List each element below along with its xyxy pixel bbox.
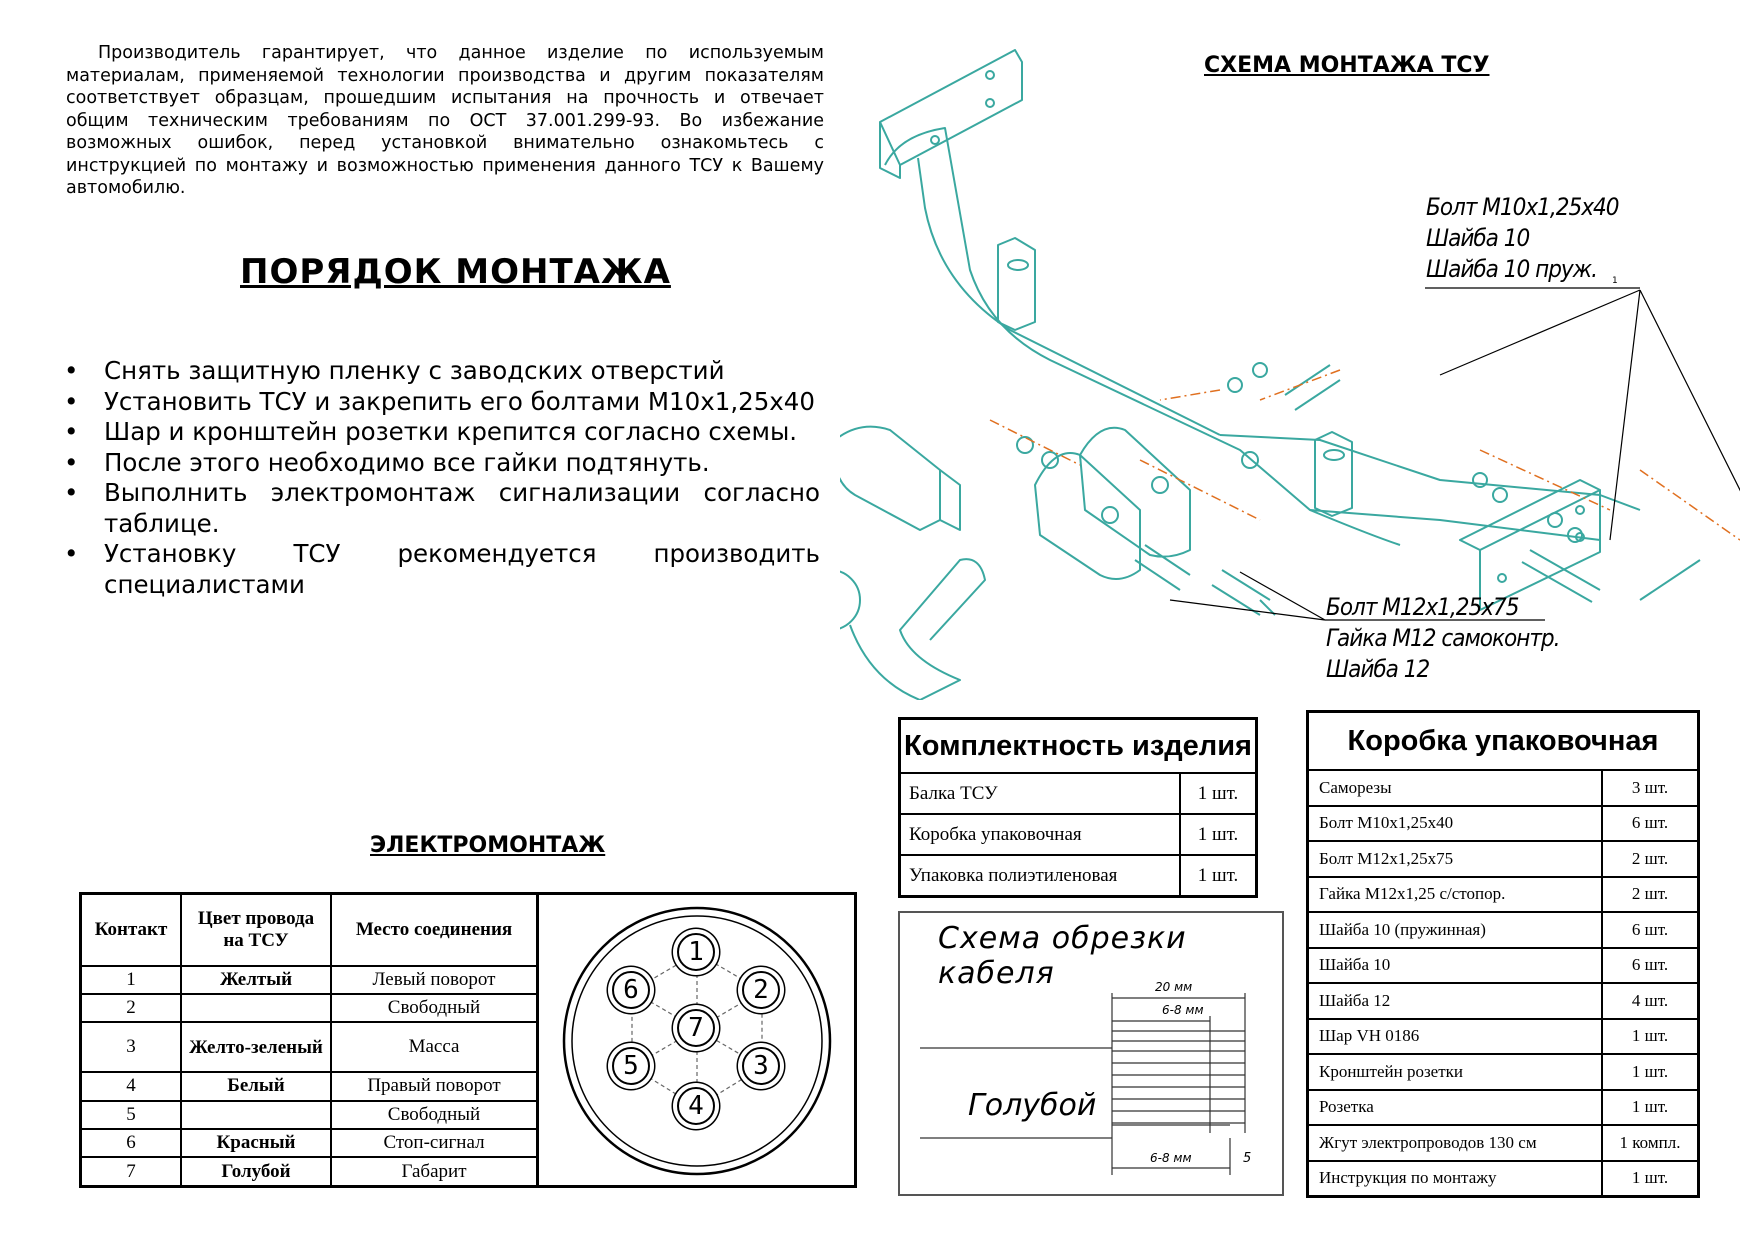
kit-table xyxy=(898,717,1258,898)
table-row: Розетка 1 шт. xyxy=(1308,1090,1699,1126)
callout-number: 1 xyxy=(1612,276,1618,286)
table-row: Шар VH 0186 1 шт. xyxy=(1308,1019,1699,1055)
table-row: Болт М10х1,25х40 6 шт. xyxy=(1308,806,1699,842)
table-row: Шайба 10 6 шт. xyxy=(1308,948,1699,984)
box-table-title: Коробка упаковочная xyxy=(1308,712,1699,771)
pin-7: 7 xyxy=(677,1009,715,1047)
table-row: Саморезы 3 шт. xyxy=(1308,770,1699,806)
pin-4: 4 xyxy=(677,1087,715,1125)
list-item: • Установить ТСУ и закрепить его болтами М10х1,25х40 xyxy=(64,386,815,416)
list-item: • Выполнить электромонтаж сигнализации согласно таблице. xyxy=(64,478,820,538)
header-wire-color: Цвет провода на ТСУ xyxy=(181,894,331,966)
electro-title: ЭЛЕКТРОМОНТАЖ xyxy=(370,833,606,858)
cable-scheme-title: Схема обрезки кабеля xyxy=(938,921,1187,991)
table-row: Коробка упаковочная 1 шт. xyxy=(900,814,1257,855)
schema-title: СХЕМА МОНТАЖА ТСУ xyxy=(1204,53,1490,78)
table-row: 6 Красный Стоп-сигнал xyxy=(81,1129,538,1157)
socket-bracket xyxy=(840,427,940,530)
kit-table-title: Комплектность изделия xyxy=(900,719,1257,774)
bolt-m12-callout: Болт М12х1,25х75 Гайка М12 самоконтр. Шайба 12 xyxy=(1326,593,1560,683)
washers xyxy=(1017,363,1582,542)
table-row: Балка ТСУ 1 шт. xyxy=(900,773,1257,814)
table-row: Шайба 10 (пружинная) 6 шт. xyxy=(1308,912,1699,948)
intro-paragraph: Производитель гарантирует, что данное изделие по используемым материалам, применяемой технологии производства и другим показателям соответствует образцам, прошедшим испытания на прочность и отвечает общим техническим требованиям по ОСТ 37.001.299-93. Во избежание возможных ошибок, перед установкой внимательно ознакомьтесь с инструкцией по монтажу и возможностью применения данного ТСУ к Вашему автомобилю. xyxy=(66,43,824,198)
pin-2: 2 xyxy=(742,971,780,1009)
dimension-5mm: 5 xyxy=(1243,1151,1252,1166)
mount-order-title: ПОРЯДОК МОНТАЖА xyxy=(240,252,671,292)
table-row: Болт М12х1,25х75 2 шт. xyxy=(1308,841,1699,877)
table-row: 1 Желтый Левый поворот xyxy=(81,966,538,994)
table-row: Инструкция по монтажу 1 шт. xyxy=(1308,1161,1699,1197)
bullet-icon: • xyxy=(64,386,79,416)
header-connection-place: Место соединения xyxy=(331,894,538,966)
bullet-icon: • xyxy=(64,417,79,446)
table-row: Гайка М12х1,25 с/стопор. 2 шт. xyxy=(1308,877,1699,913)
box-contents-table xyxy=(1306,710,1700,1198)
table-row: 7 Голубой Габарит xyxy=(81,1157,538,1186)
crossbar-tube xyxy=(885,128,1400,545)
bolts xyxy=(1135,365,1700,615)
pin-6: 6 xyxy=(612,971,650,1009)
bullet-icon: • xyxy=(64,478,79,507)
list-item: • После этого необходимо все гайки подтянуть. xyxy=(64,447,710,477)
list-item: • Снять защитную пленку с заводских отверстий xyxy=(64,356,725,385)
table-row: Кронштейн розетки 1 шт. xyxy=(1308,1054,1699,1090)
bolt-m10-callout: Болт М10х1,25х40 Шайба 10 Шайба 10 пруж. xyxy=(1426,193,1619,283)
list-item: • Шар и кронштейн розетки крепится согласно схемы. xyxy=(64,417,798,446)
dimension-6-8mm-top: 6-8 мм xyxy=(1162,1003,1204,1017)
pin-1: 1 xyxy=(677,933,715,971)
table-row: Шайба 12 4 шт. xyxy=(1308,983,1699,1019)
towbar-mounting-drawing xyxy=(840,40,1740,700)
table-row: 4 Белый Правый поворот xyxy=(81,1072,538,1100)
table-row: Упаковка полиэтиленовая 1 шт. xyxy=(900,855,1257,897)
header-contact: Контакт xyxy=(81,894,182,966)
table-row: 2 Свободный xyxy=(81,994,538,1022)
table-row: 3 Желто-зеленый Масса xyxy=(81,1022,538,1072)
dimension-20mm: 20 мм xyxy=(1155,980,1193,994)
table-row: 5 Свободный xyxy=(81,1101,538,1129)
table-row: Жгут электропроводов 130 см 1 компл. xyxy=(1308,1125,1699,1161)
bullet-icon: • xyxy=(64,447,79,477)
mount-steps-list xyxy=(62,356,820,600)
list-item: • Установку ТСУ рекомендуется производить специалистами xyxy=(64,539,820,599)
cable-cut-scheme xyxy=(898,911,1284,1196)
bullet-icon: • xyxy=(64,539,79,568)
wiring-table xyxy=(79,892,539,1188)
wire-label: Голубой xyxy=(968,1088,1097,1123)
left-bracket-plate xyxy=(880,50,1022,165)
tow-ball xyxy=(840,570,860,630)
pin-3: 3 xyxy=(742,1047,780,1085)
bullet-icon: • xyxy=(64,356,79,385)
pin-5: 5 xyxy=(612,1047,650,1085)
dimension-6-8mm-bottom: 6-8 мм xyxy=(1150,1151,1192,1165)
cable-drawing xyxy=(900,913,1282,1194)
connector-pinout xyxy=(539,892,857,1188)
